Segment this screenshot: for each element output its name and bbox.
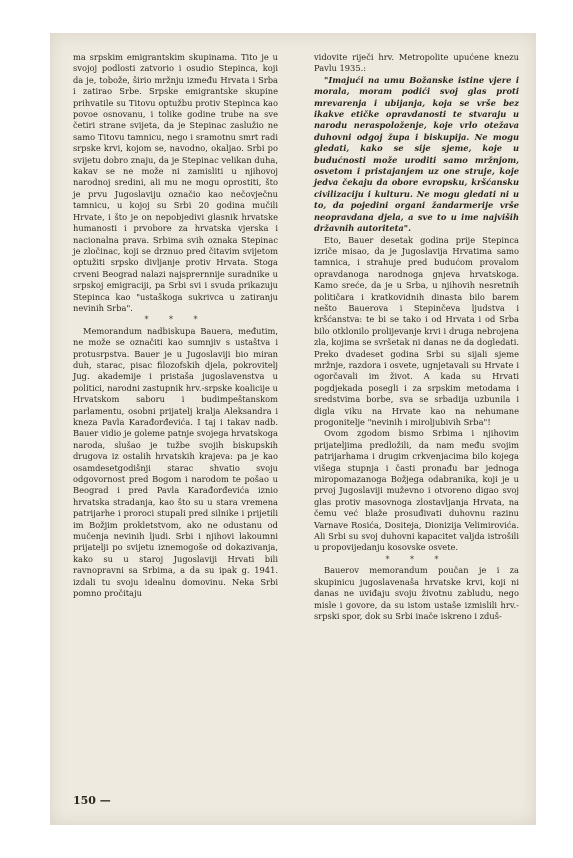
page-number: 150 — (73, 794, 111, 807)
section-divider: * * * (385, 554, 448, 564)
paragraph: Ovom zgodom bismo Srbima i njihovim prijateljima predložili, da nam među svojim patrijarhama i drugim crkvenjacima bilo kojega višega stupnja i časti pronađu bar jednoga miropomazanoga Božjega odabranika, koji je u prvoj Jugoslaviji muževno i otvoreno digao svoj glas protiv masovnoga zlostavljanja Hrvata, na čemu već blaže prosuđivati duhovnu razinu Varnave Rosića, Dositeja, Dionizija Velimirovića. Ali Srbi su svoj duhovni kapacitet valjda istrošili u propovijedanju kosovske osvete. (314, 428, 519, 553)
paragraph: Bauerov memorandum poučan je i za skupinicu jugoslavenaša hrvatske krvi, koji ni danas ne uviđaju svoju životnu zabludu, nego misle i govore, da su istom ustaše izmislili hrv.-srpski spor, dok su Srbi inače iskreno i zduš- (314, 565, 519, 621)
paragraph: Memorandum nadbiskupa Bauera, međutim, ne može se označiti kao sumnjiv s ustaštva i protusrpstva. Bauer je u Jugoslaviji bio miran duh, starac, pisac filozofskih djela, pokrovitelj Jug. akademije i pristaša jugoslavenstva u politici, narodni zastupnik hrv.-srpske koalicije u Hrvatskom saboru i budimpeštanskom parlamentu, osobni prijatelj kralja Aleksandra i kneza Pavla Karađorđevića. I taj i takav nadb. Bauer vidio je goleme patnje svojega hrvatskoga naroda, slušao je tužbe svojih biskupskih drugova iz ostalih hrvatskih krajeva: pa je kao osamdesetgodišnji starac shvatio svoju odgovornost pred Bogom i narodom te pošao u Beograd i pred Pavla Karađorđevića iznio hrvatska stradanja, kao što su u stara vremena patrijarhe i proroci stupali pred silnike i prijetili im Božjim prokletstvom, ako ne odustanu od mučenja nevinih ljudi. Srbi i njihovi lakoumni prijatelji po svijetu iznemogoše od dokazivanja, kako su u staroj Jugoslaviji Hrvati bili ravnopravni sa Srbima, a da su ipak g. 1941. izdali tu svoju idealnu domovinu. Neka Srbi pomno pročitaju (73, 325, 278, 599)
paragraph: ma srpskim emigrantskim skupinama. Tito je u svojoj podlosti zatvorio i osudio Stepinca, koji da je, tobože, širio mržnju između Hrvata i Srba i zatirao Srbe. Srpske emigrantske skupine prihvatile su Titovu optužbu protiv Stepinca kao povoe osnovanu, i tolike godine trube na sve četiri strane svijeta, da je Stepinac zaslužio ne samo Titovu tamnicu, nego i sramotnu smrt radi srpske krvi, kojom se, navodno, okaljao. Srbi po svijetu dobro znaju, da je Stepinac velikan duha, kakav se ne može ni zamisliti u njihovoj narodnoj sredini, ali mu ne mogu oprostiti, što je prvu Jugoslaviju označio kao nečovječnu tamnicu, u kojoj su Srbi 20 godina mučili Hrvate, i što je on nepobjedivi glasnik hrvatske humanosti i prvobore za hrvatska vjerska i nacionalna prava. Srbima svih oznaka Stepinac je zločinac, koji se drznuo pred čitavim svijetom optužiti srpsko divljanje protiv Hrvata. Stoga crveni Beograd nalazi najsprernnije suradnike u srpskoj emigraciji, pa Srbi svi i svuda prikazuju Stepinca kao "ustaškoga sukrivca u zatiranju nevinih Srba". (73, 52, 278, 313)
quotation: "Imajući na umu Božanske istine vjere i morala, moram podići svoj glas proti mrevarenja i ubijanja, koja se vrše bez ikakve etičke opravdanosti te stvaraju u narodu neraspoloženje, koje vrlo otežava duhovni odgoj župa i biskupija. Ne mogu gledati, kako se sije sjeme, koje u budućnosti može uroditi samo mržnjom, osvetom i pristajanjem uz one struje, koje jedva čekaju da obore evropsku, kršćansku civilizaciju i kulturu. Ne mogu gledati ni u to, da pojedini organi žandarmerije vrše neopravdana djela, a sve to u ime najviših državnih autoriteta". (314, 74, 519, 234)
right-column (314, 52, 519, 622)
section-divider: * * * (144, 315, 207, 325)
paragraph: Eto, Bauer desetak godina prije Stepinca izriče misao, da je Jugoslavija Hrvatima samo tamnica, i strahuje pred budućom provalom opravdanoga narodnoga gnjeva hrvatskoga. Kamo sreće, da je u Srba, u njihovih nesretnih političara i kratkovidnih dinasta bilo barem nešto Bauerova i Stepinčeva ljudstva i kršćanstva: te bi se tako i od Hrvata i od Srba bilo otklonilo prolijevanje krvi i druga nebrojena zla, kojima se svršetak ni danas ne da dogledati. Preko dvadeset godina Srbi su sijali sjeme mržnje, razdora i osvete, ugnjetavali su Hrvate i ogorčavali im život. A kada su Hrvati pogdjekada posegli i za srpskim metodama i sredstvima borbe, sva se srbadija uzbunila i digla viku na Hrvate kao na nehumane progonitelje "nevinih i miroljubivih Srba"! (314, 234, 519, 427)
paragraph: vidovite riječi hrv. Metropolite upućene knezu Pavlu 1935.: (314, 52, 519, 74)
left-column (73, 52, 278, 600)
